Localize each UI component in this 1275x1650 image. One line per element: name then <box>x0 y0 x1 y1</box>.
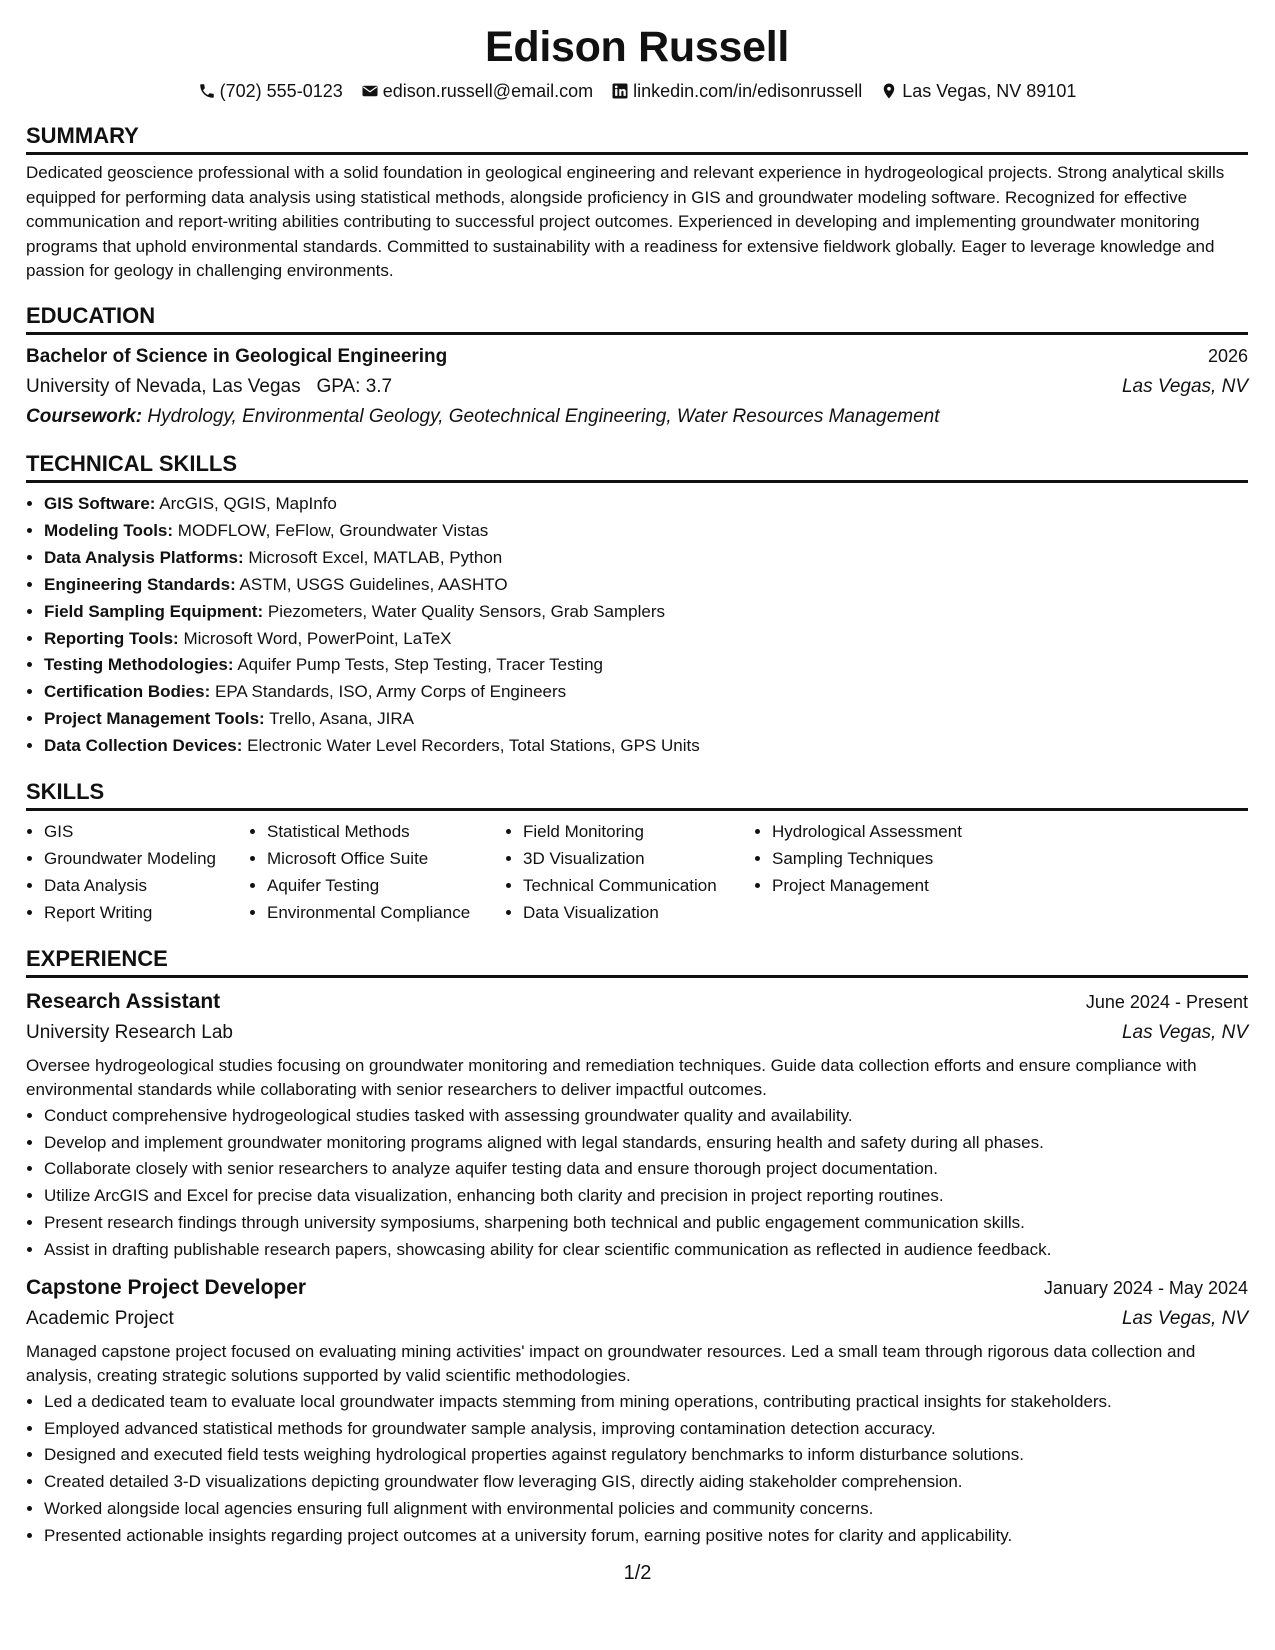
experience-section <box>26 927 1248 1550</box>
skill-value: MODFLOW, FeFlow, Groundwater Vistas <box>177 520 489 540</box>
job-entry <box>26 986 1248 1264</box>
list-item <box>44 626 1248 653</box>
list-item: • GIS <box>44 819 249 846</box>
skill-label: Data Collection Devices: <box>44 736 243 756</box>
phone-icon <box>198 82 216 100</box>
list-item <box>44 599 1248 626</box>
list-item <box>44 518 1248 545</box>
contact-bar <box>26 78 1248 104</box>
list-item: • Field Monitoring <box>523 819 754 846</box>
job-location: Las Vegas, NV <box>1121 1307 1248 1329</box>
skill-label: Engineering Standards: <box>44 574 236 594</box>
section-title-education: EDUCATION <box>26 284 1248 335</box>
skills-column <box>505 819 754 927</box>
linkedin-link[interactable]: linkedin.com/in/edisonrussell <box>633 81 863 101</box>
section-title-summary: SUMMARY <box>26 104 1248 155</box>
list-item: • Sampling Techniques <box>772 846 1012 873</box>
list-item: • Assist in drafting publishable research papers, showcasing ability for clear scientific communication as reflected in audience feedback. <box>44 1237 1248 1264</box>
contact-phone <box>198 78 343 104</box>
coursework-line <box>26 402 1248 432</box>
map-pin-icon <box>880 82 898 100</box>
list-item: • Employed advanced statistical methods for groundwater sample analysis, improving contamination detection accuracy. <box>44 1416 1248 1443</box>
graduation-year: 2026 <box>1207 345 1248 366</box>
section-title-experience: EXPERIENCE <box>26 927 1248 978</box>
contact-location <box>880 78 1076 104</box>
list-item: • Worked alongside local agencies ensuring full alignment with environmental policies and community concerns. <box>44 1496 1248 1523</box>
technical-skills-list <box>26 491 1248 760</box>
list-item: • Microsoft Office Suite <box>267 846 505 873</box>
list-item <box>44 491 1248 518</box>
job-bullet-list <box>26 1389 1248 1550</box>
skills-section <box>26 760 1248 927</box>
job-header-row <box>26 1272 1248 1304</box>
section-title-skills: SKILLS <box>26 760 1248 811</box>
education-location: Las Vegas, NV <box>1121 375 1248 397</box>
job-org-row <box>26 1304 1248 1334</box>
list-item: • 3D Visualization <box>523 846 754 873</box>
summary-text: Dedicated geoscience professional with a solid foundation in geological engineering and relevant experience in hydrogeological projects. Strong analytical skills equipped for performing data analysis using statistical methods, alongside proficiency in GIS and groundwater modeling software. Recognized for effective communication and report-writing abilities contributing to successful project outcomes. Experienced in developing and implementing groundwater monitoring programs that uphold environmental standards. Committed to sustainability with a readiness for extensive fieldwork globally. Eager to leverage knowledge and passion for geology in challenging environments. <box>26 163 1225 281</box>
envelope-icon <box>361 82 379 100</box>
list-item <box>44 572 1248 599</box>
list-item: • Hydrological Assessment <box>772 819 1012 846</box>
list-item <box>44 706 1248 733</box>
job-organization: University Research Lab <box>26 1021 233 1043</box>
job-dates: January 2024 - May 2024 <box>1043 1277 1248 1298</box>
list-item: • Data Analysis <box>44 873 249 900</box>
resume-page <box>26 18 1248 1550</box>
list-item: • Utilize ArcGIS and Excel for precise data visualization, enhancing both clarity and precision in project reporting routines. <box>44 1183 1248 1210</box>
list-item: • Designed and executed field tests weighing hydrological properties against regulatory benchmarks to inform disturbance solutions. <box>44 1442 1248 1469</box>
skills-grid <box>26 819 1248 927</box>
contact-linkedin[interactable] <box>611 78 862 104</box>
skill-value: EPA Standards, ISO, Army Corps of Engineers <box>214 682 567 702</box>
list-item: • Led a dedicated team to evaluate local groundwater impacts stemming from mining operations, contributing practical insights for stakeholders. <box>44 1389 1248 1416</box>
list-item <box>44 545 1248 572</box>
list-item: • Technical Communication <box>523 873 754 900</box>
skill-value: Aquifer Pump Tests, Step Testing, Tracer Testing <box>237 655 604 675</box>
list-item: • Collaborate closely with senior researchers to analyze aquifer testing data and ensure thorough project documentation. <box>44 1156 1248 1183</box>
email-link[interactable]: edison.russell@email.com <box>382 81 594 101</box>
linkedin-icon <box>611 82 629 100</box>
skill-label: Reporting Tools: <box>44 628 179 648</box>
job-description: Managed capstone project focused on evaluating mining activities' impact on groundwater resources. Led a small team through rigorous data collection and analysis, creating strategic solutions supported by valid scientific methodologies. <box>26 1341 1196 1386</box>
skill-value: ASTM, USGS Guidelines, AASHTO <box>239 574 508 594</box>
education-section <box>26 284 1248 432</box>
list-item: • Statistical Methods <box>267 819 505 846</box>
job-org-row <box>26 1018 1248 1048</box>
skill-label: Field Sampling Equipment: <box>44 601 264 621</box>
list-item: • Groundwater Modeling <box>44 846 249 873</box>
skills-column <box>26 819 249 927</box>
list-item: • Environmental Compliance <box>267 900 505 927</box>
list-item <box>44 652 1248 679</box>
skill-label: Modeling Tools: <box>44 520 174 540</box>
skill-label: Certification Bodies: <box>44 682 211 702</box>
skill-value: Microsoft Excel, MATLAB, Python <box>248 547 503 567</box>
list-item <box>44 679 1248 706</box>
list-item: • Conduct comprehensive hydrogeological studies tasked with assessing groundwater quality and availability. <box>44 1103 1248 1130</box>
coursework-list: Hydrology, Environmental Geology, Geotechnical Engineering, Water Resources Management <box>147 405 940 427</box>
skill-value: Piezometers, Water Quality Sensors, Grab Samplers <box>267 601 665 621</box>
skills-column <box>249 819 505 927</box>
degree-row <box>26 341 1248 372</box>
skill-label: GIS Software: <box>44 493 156 513</box>
degree-name: Bachelor of Science in Geological Engineering <box>26 345 448 367</box>
job-entry <box>26 1272 1248 1550</box>
skill-value: Microsoft Word, PowerPoint, LaTeX <box>183 628 452 648</box>
list-item: • Data Visualization <box>523 900 754 927</box>
institution-line <box>26 372 392 402</box>
job-title: Research Assistant <box>26 989 221 1013</box>
candidate-name: Edison Russell <box>484 23 790 71</box>
list-item: • Aquifer Testing <box>267 873 505 900</box>
contact-email[interactable] <box>361 78 593 104</box>
job-location: Las Vegas, NV <box>1121 1021 1248 1043</box>
list-item: • Develop and implement groundwater monitoring programs aligned with legal standards, ensuring health and safety during all phases. <box>44 1130 1248 1157</box>
section-title-technical-skills: TECHNICAL SKILLS <box>26 432 1248 483</box>
skill-value: ArcGIS, QGIS, MapInfo <box>159 493 337 513</box>
list-item: • Created detailed 3-D visualizations depicting groundwater flow leveraging GIS, directly aiding stakeholder comprehension. <box>44 1469 1248 1496</box>
location-text: Las Vegas, NV 89101 <box>902 81 1077 101</box>
institution-name: University of Nevada, Las Vegas <box>26 375 301 397</box>
skill-label: Data Analysis Platforms: <box>44 547 244 567</box>
coursework-label: Coursework: <box>26 405 143 427</box>
job-header-row <box>26 986 1248 1018</box>
technical-skills-section <box>26 432 1248 760</box>
list-item <box>44 733 1248 760</box>
job-bullet-list <box>26 1103 1248 1264</box>
list-item: • Report Writing <box>44 900 249 927</box>
institution-row <box>26 372 1248 402</box>
skill-value: Trello, Asana, JIRA <box>269 709 415 729</box>
skill-value: Electronic Water Level Recorders, Total Stations, GPS Units <box>247 736 700 756</box>
job-dates: June 2024 - Present <box>1085 991 1248 1012</box>
job-organization: Academic Project <box>26 1307 174 1329</box>
job-description: Oversee hydrogeological studies focusing on groundwater monitoring and remediation techniques. Guide data collection efforts and ensure compliance with environmental standards while collaborating with senior researchers to deliver impactful outcomes. <box>26 1055 1197 1100</box>
skills-column <box>754 819 1012 927</box>
phone-text: (702) 555-0123 <box>219 81 343 101</box>
list-item: • Presented actionable insights regarding project outcomes at a university forum, earning positive notes for clarity and applicability. <box>44 1523 1248 1550</box>
summary-section <box>26 104 1248 284</box>
list-item: • Present research findings through university symposiums, sharpening both technical and public engagement communication skills. <box>44 1210 1248 1237</box>
skill-label: Testing Methodologies: <box>44 655 234 675</box>
skill-label: Project Management Tools: <box>44 709 265 729</box>
job-title: Capstone Project Developer <box>26 1275 307 1299</box>
gpa: GPA: 3.7 <box>316 375 393 397</box>
page-number: 1/2 <box>623 1562 652 1584</box>
list-item: • Project Management <box>772 873 1012 900</box>
